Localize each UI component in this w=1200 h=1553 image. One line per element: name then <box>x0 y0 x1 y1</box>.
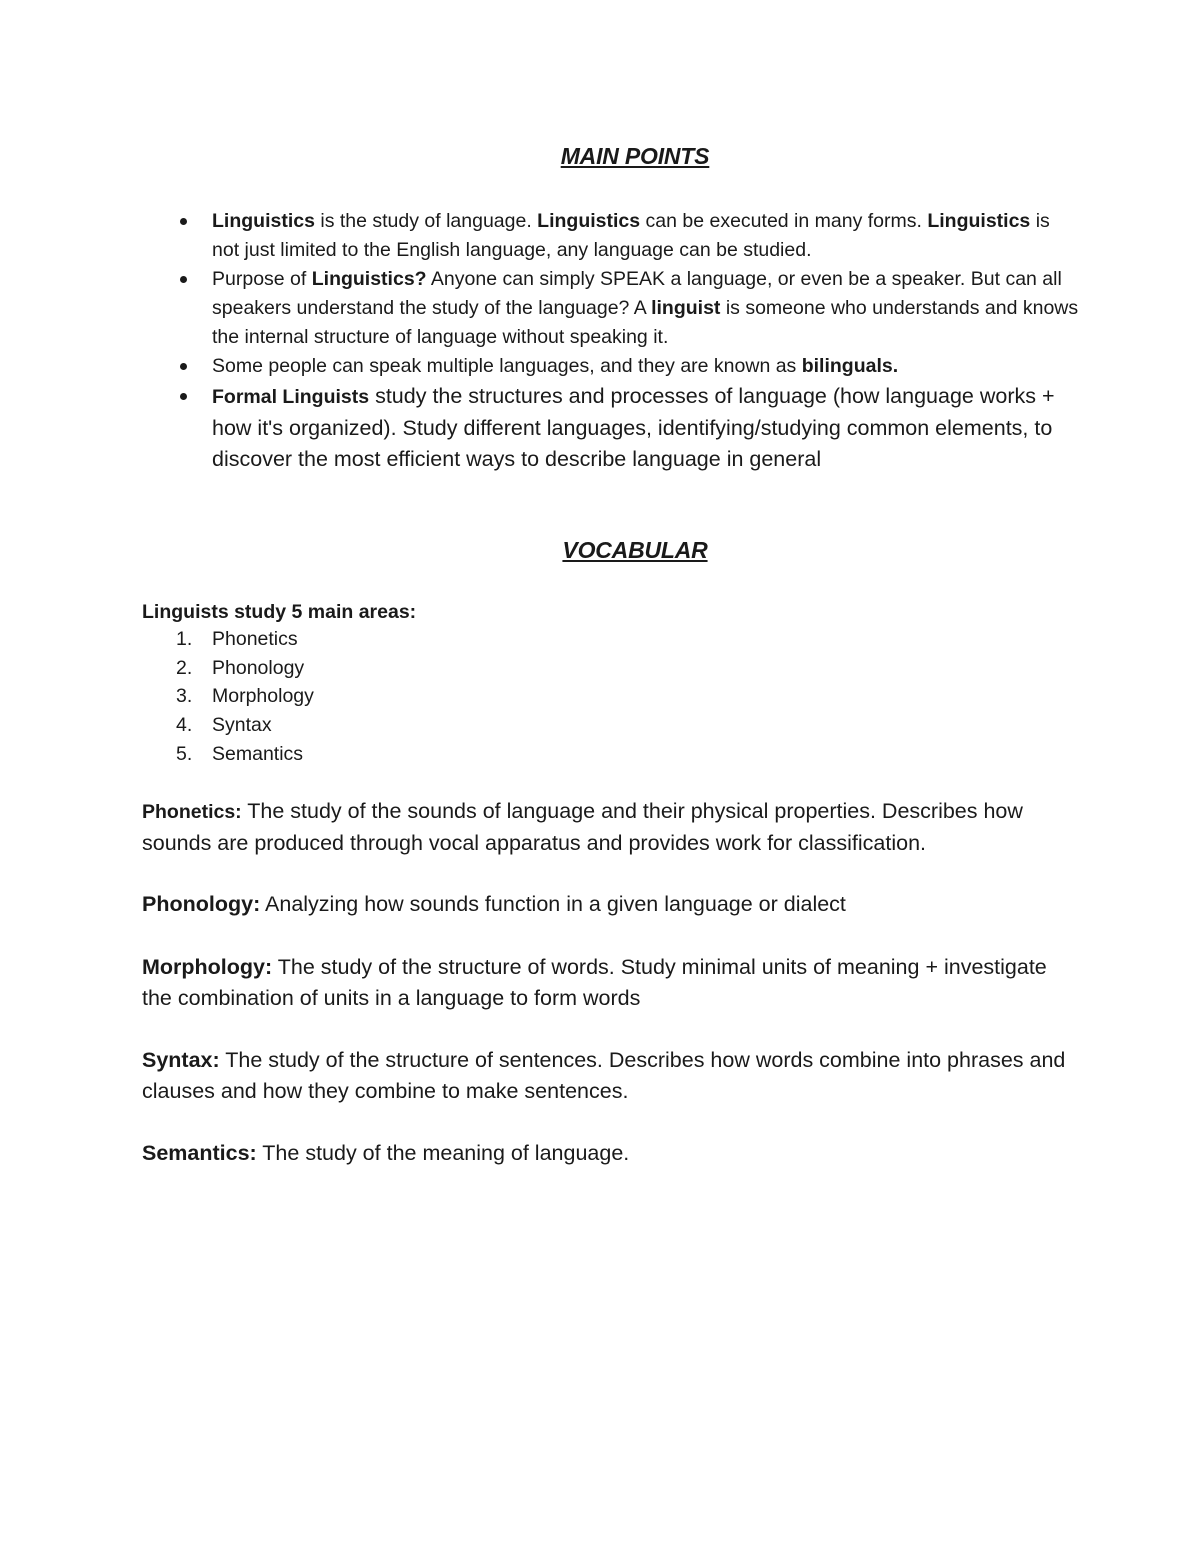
bold-term: Linguistics <box>212 210 315 232</box>
bullet-icon <box>180 276 187 283</box>
bullet-icon <box>180 363 187 370</box>
bold-term: Linguistics <box>927 210 1031 232</box>
area-item <box>142 625 314 654</box>
area-item <box>142 654 314 683</box>
definition-semantics <box>142 1138 1072 1169</box>
definition-text: The study of the meaning of language. <box>256 1141 630 1165</box>
point-text: Anyone can simply SPEAK a language, or even be a speaker. But can all speakers understand the study of the language? A <box>212 268 1062 319</box>
area-item <box>142 711 314 740</box>
vocabulary-heading: VOCABULAR <box>562 537 708 563</box>
area-label: Semantics <box>212 742 304 765</box>
area-label: Phonetics <box>212 628 298 650</box>
definition-phonology <box>142 889 1072 920</box>
point-text: Some people can speak multiple languages, and they are known as <box>212 355 802 377</box>
bold-term: bilinguals. <box>801 355 899 377</box>
area-label: Morphology <box>212 685 314 708</box>
definition-phonetics <box>142 796 1072 859</box>
bold-term: linguist <box>651 297 721 319</box>
main-points-heading: MAIN POINTS <box>560 143 710 169</box>
list-number: 4. <box>176 714 193 737</box>
list-number: 5. <box>176 742 193 765</box>
list-number: 2. <box>176 656 193 679</box>
definition-term: Syntax: <box>142 1048 220 1072</box>
point-text: Purpose of <box>212 268 312 290</box>
point-text: is not just limited to the English language, any language can be studied. <box>212 210 1050 261</box>
main-point-item <box>180 381 1080 475</box>
point-text: study the structures and processes of language (how language works + how it's organized). Study different languages, identifying/studying common elements, to discover the most efficient ways to describe language in general <box>212 384 1055 471</box>
bold-term: Linguistics <box>537 210 641 232</box>
definition-term: Phonetics: <box>142 801 242 823</box>
definition-text: The study of the sounds of language and their physical properties. Describes how sounds are produced through vocal apparatus and provides work for classification. <box>142 799 1023 855</box>
definition-text: The study of the structure of sentences. Describes how words combine into phrases and clauses and how they combine to make sentences. <box>142 1048 1066 1103</box>
definition-syntax <box>142 1045 1072 1107</box>
list-number: 3. <box>176 685 193 708</box>
bullet-icon <box>180 393 187 400</box>
point-text: is the study of language. <box>314 210 538 232</box>
areas-list <box>142 625 314 769</box>
definition-text: Analyzing how sounds function in a given language or dialect <box>260 892 846 916</box>
bullet-icon <box>180 218 187 225</box>
bold-term: Linguistics? <box>311 268 427 290</box>
area-item <box>142 740 314 769</box>
point-text: is someone who understands and knows the internal structure of language without speaking it. <box>212 297 1079 348</box>
definition-term: Semantics: <box>142 1141 257 1165</box>
areas-title: Linguists study 5 main areas: <box>142 601 417 623</box>
main-points-list <box>180 207 1080 475</box>
main-point-item <box>180 352 1080 381</box>
definition-term: Morphology: <box>142 955 273 979</box>
definition-text: The study of the structure of words. Study minimal units of meaning + investigate the combination of units in a language to form words <box>142 955 1047 1010</box>
main-point-item <box>180 207 1080 265</box>
main-point-item <box>180 265 1080 352</box>
definition-term: Phonology: <box>142 892 261 916</box>
point-text: can be executed in many forms. <box>640 210 928 232</box>
bold-term: Formal Linguists <box>212 386 370 408</box>
area-label: Syntax <box>212 714 272 737</box>
definition-morphology <box>142 952 1072 1014</box>
list-number: 1. <box>176 628 193 650</box>
area-item <box>142 682 314 711</box>
area-label: Phonology <box>212 656 305 679</box>
